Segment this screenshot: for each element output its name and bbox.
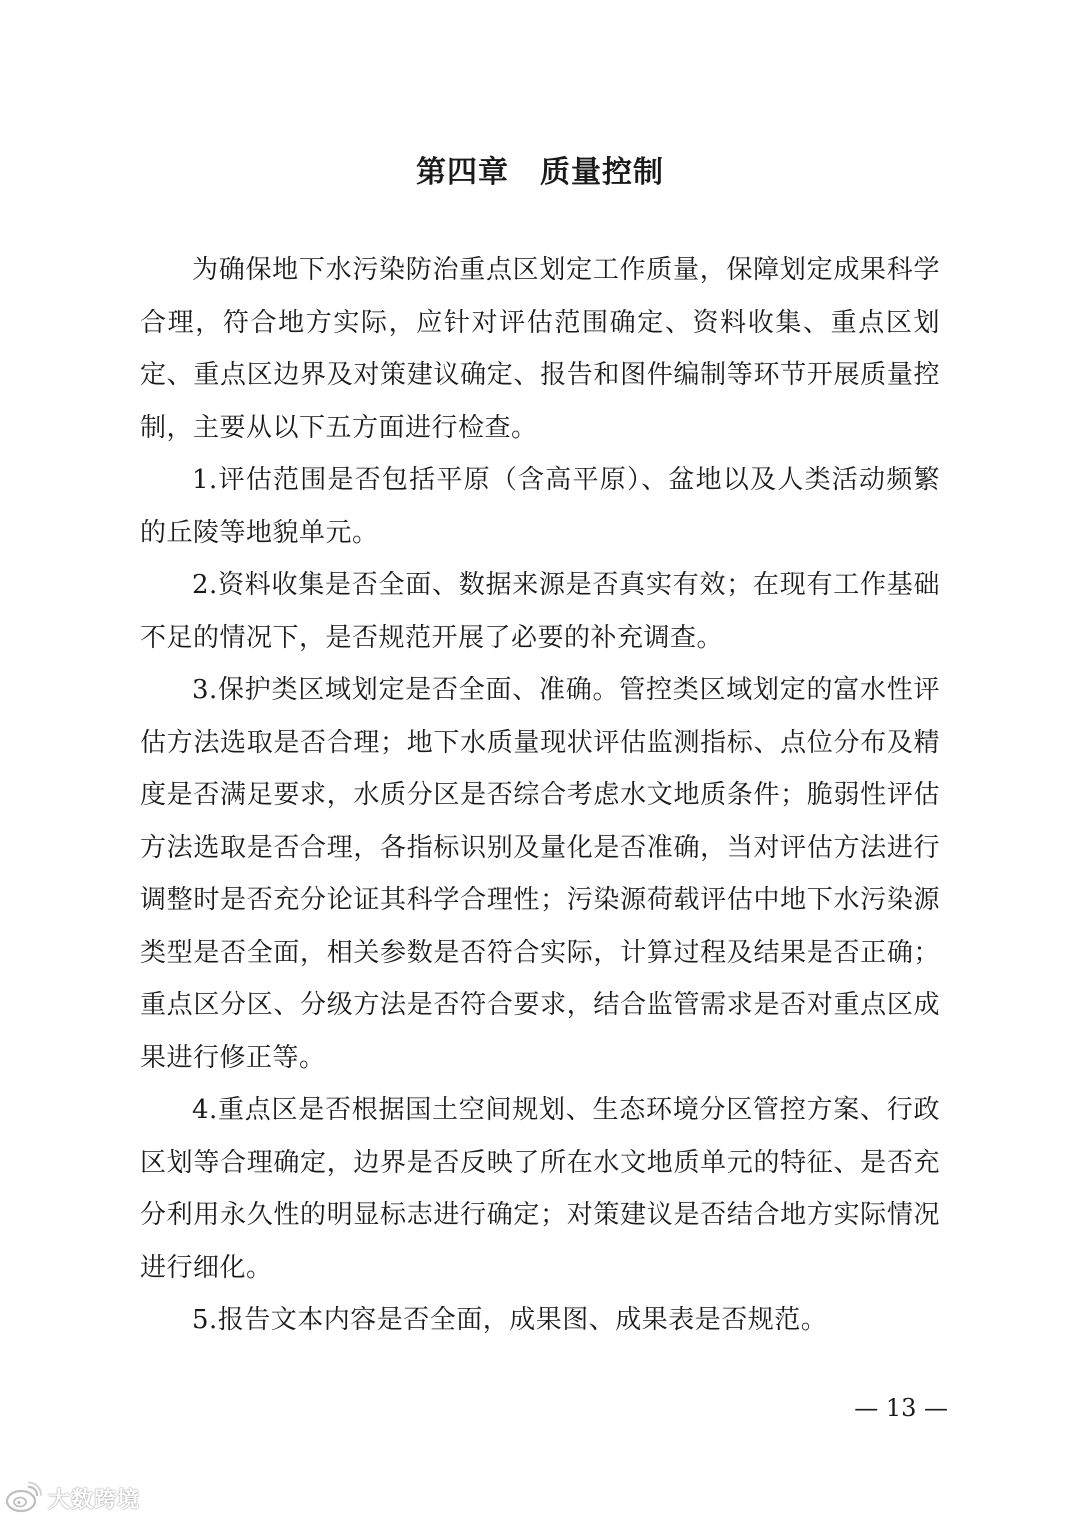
chapter-title: 第四章 质量控制	[416, 155, 664, 190]
paragraph-item-2: 2.资料收集是否全面、数据来源是否真实有效；在现有工作基础不足的情况下，是否规范开展了必要的补充调查。	[140, 570, 940, 653]
paragraph-item-4: 4.重点区是否根据国土空间规划、生态环境分区管控方案、行政区划等合理确定，边界是否反映了所在水文地质单元的特征、是否充分利用永久性的明显标志进行确定；对策建议是否结合地方实际情况进行细化。	[140, 1095, 940, 1283]
paragraph-intro: 为确保地下水污染防治重点区划定工作质量，保障划定成果科学合理，符合地方实际，应针对评估范围确定、资料收集、重点区划定、重点区边界及对策建议确定、报告和图件编制等环节开展质量控制，主要从以下五方面进行检查。	[140, 255, 940, 443]
paragraph-item-1: 1.评估范围是否包括平原（含高平原）、盆地以及人类活动频繁的丘陵等地貌单元。	[140, 465, 940, 548]
watermark-text: 大数跨境	[48, 1487, 141, 1513]
watermark	[4, 1476, 140, 1520]
document-body	[140, 244, 940, 1347]
paragraph-item-3: 3.保护类区域划定是否全面、准确。管控类区域划定的富水性评估方法选取是否合理；地下水质量现状评估监测指标、点位分布及精度是否满足要求，水质分区是否综合考虑水文地质条件；脆弱性评估方法选取是否合理，各指标识别及量化是否准确，当对评估方法进行调整时是否充分论证其科学合理性；污染源荷载评估中地下水污染源类型是否全面，相关参数是否符合实际，计算过程及结果是否正确；重点区分区、分级方法是否符合要求，结合监管需求是否对重点区成果进行修正等。	[140, 675, 940, 1073]
page-number: — 13 —	[854, 1394, 948, 1422]
weibo-logo-icon	[4, 1481, 42, 1515]
paragraph-item-5: 5.报告文本内容是否全面，成果图、成果表是否规范。	[192, 1305, 828, 1335]
